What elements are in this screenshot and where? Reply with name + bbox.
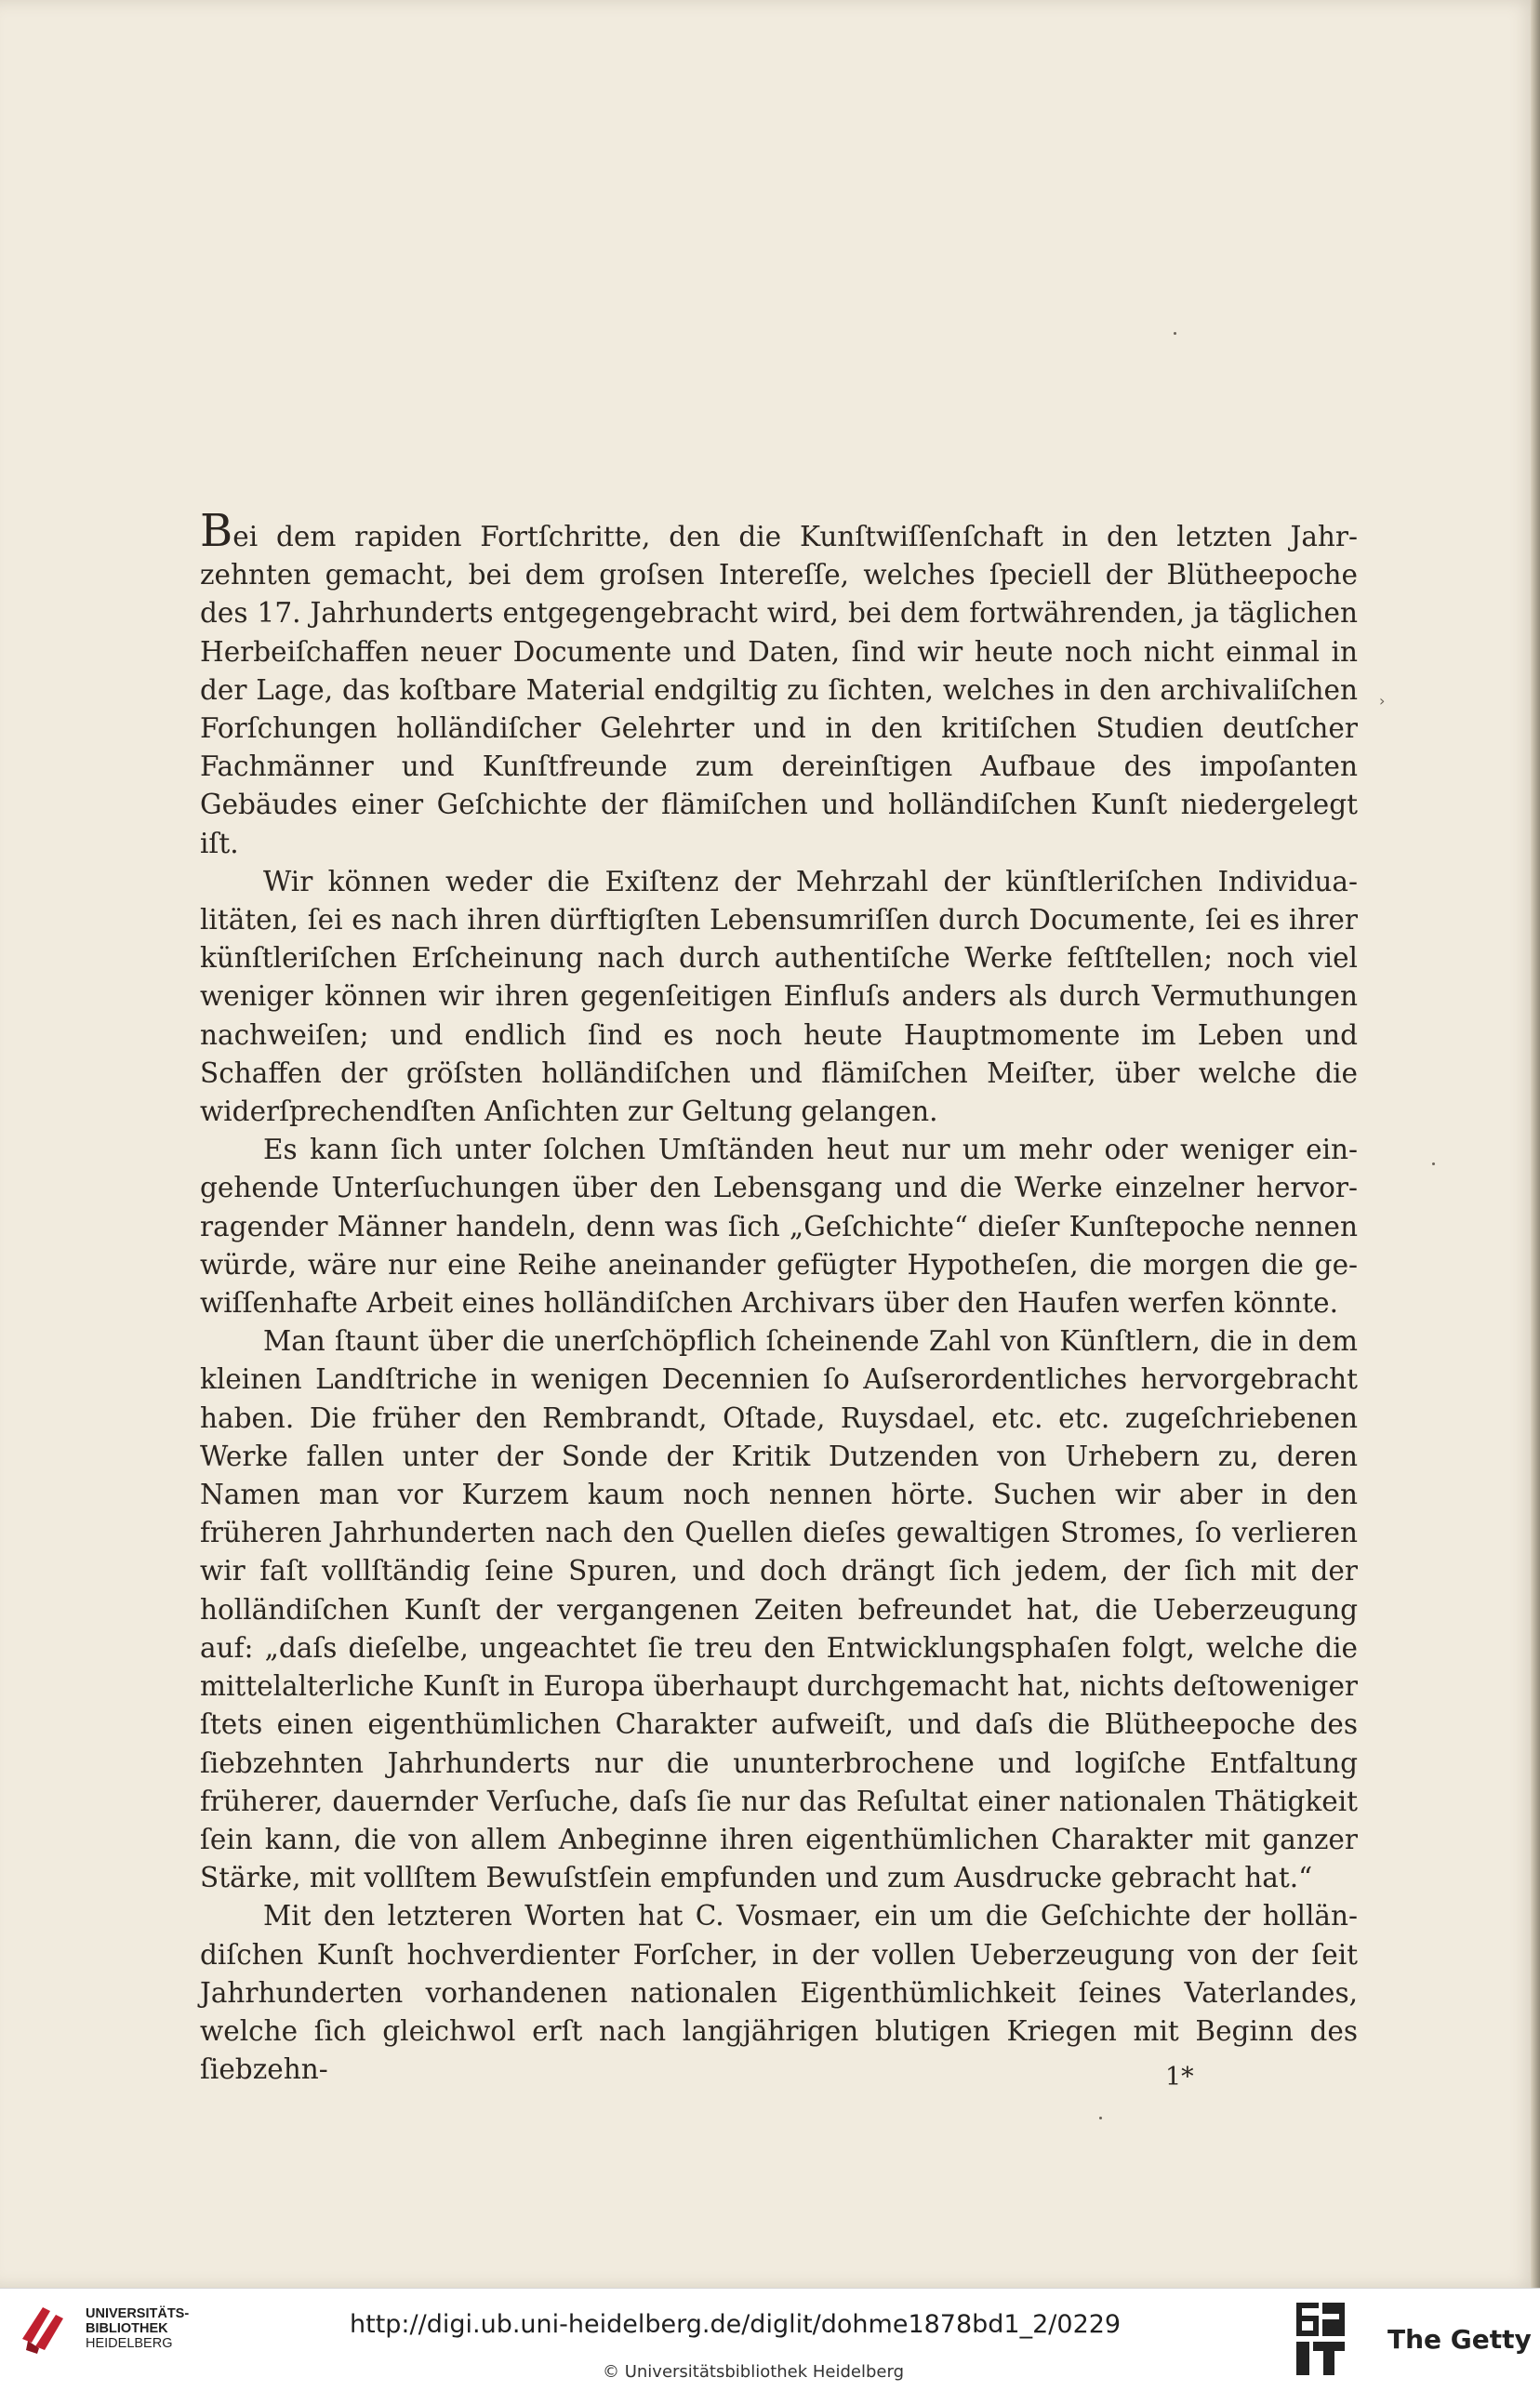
paragraph-3: Es kann ſich unter ſolchen Umſtänden heut nur um mehr oder weniger eingehende Unterſuchungen über den Lebensgang und die Werke einzelner hervorragender Männer handeln, denn was ſich „Geſchichte“ dieſer Kunſtepoche nennen würde, wäre nur eine Reihe aneinander gefügter Hypotheſen, die morgen die gewiſſenhafte Arbeit eines holländiſchen Archivars über den Haufen werfen könnte. <box>200 1134 1358 1320</box>
copyright-notice: © Universitätsbibliothek Heidelberg <box>603 2362 905 2382</box>
page-edge <box>1531 0 1540 2288</box>
university-library-logo-icon <box>19 2302 74 2356</box>
paragraph-text: ei dem rapiden Fortſchritte, den die Kunſtwiſſenſchaft in den letzten Jahrzehnten gemacht, bei dem groſsen Intereſſe, welches ſpeciell der Blütheepoche des 17. Jahrhunderts entgegengebracht wird, bei dem fortwährenden, ja täglichen Herbeiſchaffen neuer Documente und Daten, ſind wir heute noch nicht einmal in der Lage, das koſtbare Material endgiltig zu ſichten, welches in den archivaliſchen Forſchungen holländiſcher Gelehrter und in den kritiſchen Studien deutſcher Fachmänner und Kunſtfreunde zum dereinſtigen Aufbaue des impoſanten Gebäudes einer Geſchichte der flämiſchen und holländiſchen Kunſt niedergelegt iſt. <box>200 521 1358 859</box>
paper-speck <box>1099 2117 1102 2119</box>
paragraph-1 <box>200 505 1358 863</box>
library-line-1: UNIVERSITÄTS- <box>86 2306 190 2321</box>
getty-logo-icon <box>1294 2301 1348 2379</box>
paragraph-4: Man ſtaunt über die unerſchöpflich ſcheinende Zahl von Künſtlern, die in dem kleinen Landſtriche in wenigen Decennien ſo Auſserordentliches hervorgebracht haben. Die früher den Rembrandt, Oſtade, Ruysdael, etc. etc. zugeſchriebenen Werke fallen unter der Sonde der Kritik Dutzenden von Urhebern zu, deren Namen man vor Kurzem kaum noch nennen hörte. Suchen wir aber in den früheren Jahrhunderten nach den Quellen dieſes gewaltigen Stromes, ſo verlieren wir faſt vollſtändig ſeine Spuren, und doch drängt ſich jedem, der ſich mit der holländiſchen Kunſt der vergangenen Zeiten befreundet hat, die Ueberzeugung auf: „daſs dieſelbe, ungeachtet ſie treu den Entwicklungsphaſen folgt, welche die mittelalterliche Kunſt in Europa überhaupt durchgemacht hat, nichts deſtoweniger ſtets einen eigenthümlichen Charakter aufweiſt, und daſs die Blütheepoche des ſiebzehnten Jahrhunderts nur die ununterbrochene und logiſche Entfaltung früherer, dauernder Verſuche, daſs ſie nur das Reſultat einer nationalen Thätigkeit ſein kann, die von allem Anbeginne ihren eigenthümlichen Charakter mit ganzer Stärke, mit vollſtem Bewuſstſein empfunden und zum Ausdrucke gebracht hat.“ <box>200 1325 1358 1894</box>
signature-mark: 1* <box>1165 2063 1194 2092</box>
library-line-3: HEIDELBERG <box>86 2336 173 2351</box>
paper-speck <box>1432 1162 1435 1165</box>
paragraph-2: Wir können weder die Exiſtenz der Mehrzahl der künſtleriſchen Individualitäten, ſei es nach ihren dürftigſten Lebensumriſſen durch Documente, ſei es ihrer künſtleriſchen Erſcheinung nach durch authentiſche Werke feſtſtellen; noch viel weniger können wir ihren gegenſeitigen Einfluſs anders als durch Vermuthungen nachweiſen; und endlich ſind es noch heute Hauptmomente im Leben und Schaffen der gröſsten holländiſchen und flämiſchen Meiſter, über welche die widerſprechendſten Anſichten zur Geltung gelangen. <box>200 865 1358 1128</box>
margin-mark: › <box>1379 692 1386 710</box>
library-line-2: BIBLIOTHEK <box>86 2321 168 2336</box>
dropcap-letter: B <box>200 505 233 557</box>
permalink-url[interactable]: http://digi.ub.uni-heidelberg.de/diglit/dohme1878bd1_2/0229 <box>350 2310 1122 2339</box>
paper-speck <box>1174 332 1176 335</box>
paragraph-5: Mit den letzteren Worten hat C. Vosmaer, ein um die Geſchichte der holländiſchen Kunſt hochverdienter Forſcher, in der vollen Ueberzeugung von der ſeit Jahrhunderten vorhandenen nationalen Eigenthümlichkeit ſeines Vaterlandes, welche ſich gleichwol erſt nach langjährigen blutigen Kriegen mit Beginn des ſiebzehn- <box>200 1900 1358 2086</box>
university-library-name <box>86 2306 189 2351</box>
body-text <box>200 505 1358 2089</box>
getty-name: The Getty <box>1387 2324 1532 2355</box>
